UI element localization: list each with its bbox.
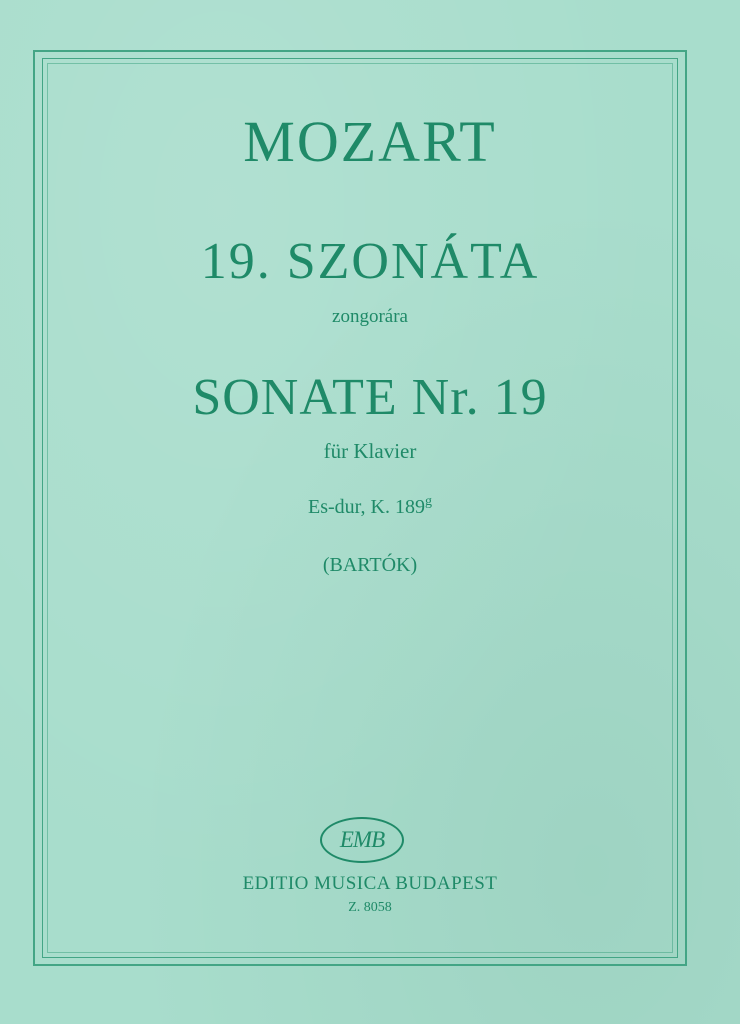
title-hungarian: 19. SZONÁTA: [200, 233, 540, 290]
key-superscript: g: [424, 494, 432, 509]
composer-name: MOZART: [243, 109, 497, 174]
logo-text: EMB: [339, 827, 385, 852]
editor-name: (BARTÓK): [322, 554, 418, 576]
publisher-name: EDITIO MUSICA BUDAPEST: [242, 873, 498, 894]
emb-logo: [320, 817, 404, 863]
subtitle-hungarian: zongorára: [332, 306, 408, 327]
subtitle-german: für Klavier: [323, 439, 417, 463]
key-text: Es-dur, K. 189: [308, 496, 425, 518]
title-german: SONATE Nr. 19: [192, 369, 548, 426]
key-and-catalog: [0, 494, 740, 520]
catalog-number: Z. 8058: [348, 900, 392, 915]
